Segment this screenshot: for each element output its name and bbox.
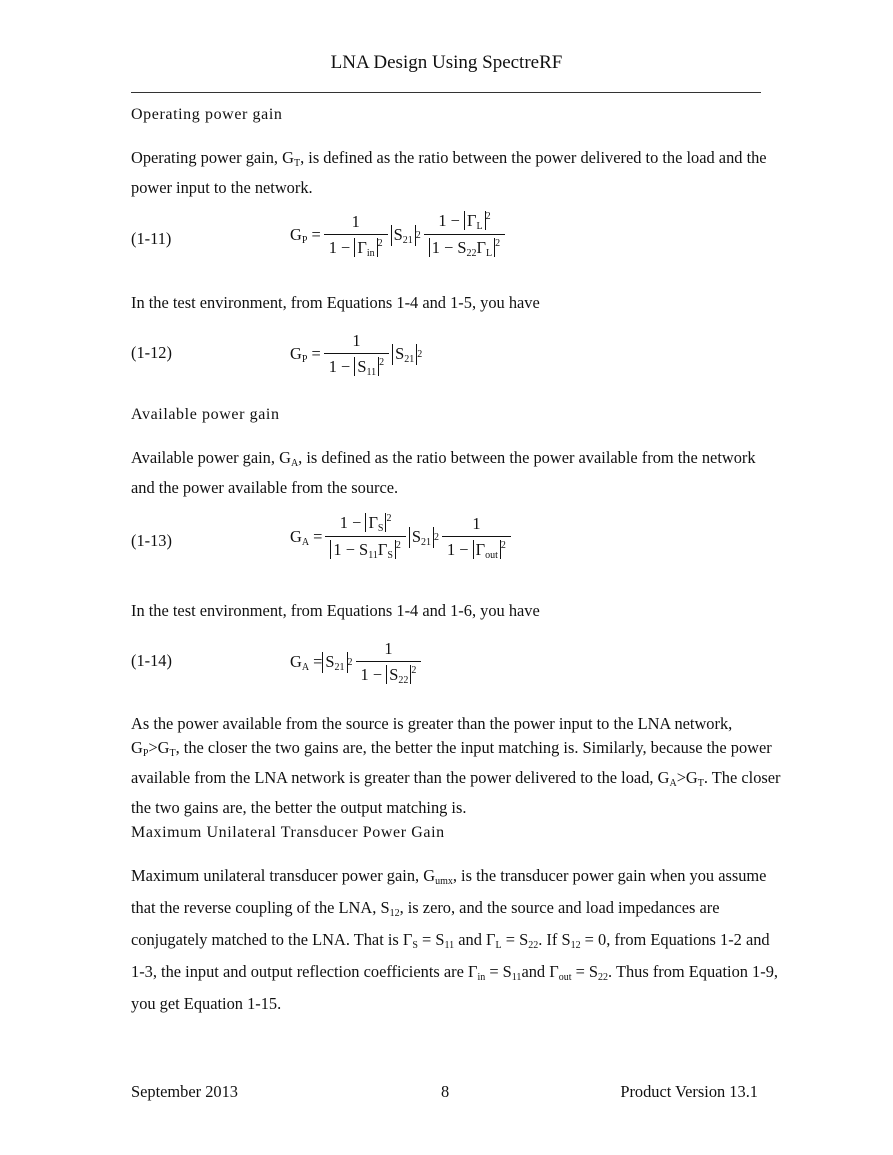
test-env-text-1: In the test environment, from Equations 1-4 and 1-5, you have (131, 293, 540, 312)
gp-gt-inequality: $G_P>G_T$ (131, 738, 176, 759)
heading-operating-power-gain: Operating power gain (131, 106, 283, 123)
test-env-text-2: In the test environment, from Equations 1-4 and 1-6, you have (131, 601, 540, 620)
equation-label-1-13: (1-13) (131, 531, 172, 550)
intro-text-b: , is defined as the ratio between the power delivered to the load and the power input to the network. (131, 148, 767, 197)
equation-1-11: $G_P$ = $\frac{1}{1 - \Gamma_{in}^2}$ $S_{21}$ 2 $\frac{1 - \Gamma_L^2}{1 - S_{22}\Gamma_L^2}$ (290, 211, 508, 259)
s12-symbol: $S_{12}$ (380, 898, 400, 919)
equation-label-1-11: (1-11) (131, 229, 172, 248)
gamma-out-equation: $\Gamma_{out} = S_{22}$ (549, 962, 609, 983)
gamma-s-equation: $\Gamma_S = S_{11}$ (402, 930, 455, 951)
gumx-symbol: $G_{umx}$ (423, 866, 453, 887)
footer-date: September 2013 (131, 1082, 238, 1101)
unilateral-gain-paragraph: Maximum unilateral transducer power gain, $G_{umx}$, is the transducer power gain when you assume that the reverse coupling of the LNA, $S_{12}$, is zero, and the source and load impedances are conjugately matched to the LNA. That is $\Gamma_S = S_{11}$ and $\Gamma_L = S_{22}$. If $S_{12} = 0$, from Equations 1-2 and 1-3, the input and output reflection coefficients are $\Gamma_{in} = S_{11}and$ $\Gamma_{out} = S_{22}$. Thus from Equation 1-9, you get Equation 1-15. (131, 866, 779, 1013)
gamma-l-equation: $\Gamma_L = S_{22}$ (486, 930, 539, 951)
gain-comparison-paragraph: As the power available from the source is greater than the power input to the LNA network, $G_P>G_T$, the closer the two gains are, the better the input matching is. Similarly, because the power available from the LNA network is greater than the power delivered to the load, $G_A>G_T$. The closer the two gains are, the better the output matching is. (131, 714, 781, 817)
equation-label-1-12: (1-12) (131, 343, 172, 362)
ga-gt-inequality: $G_A>G_T$ (657, 768, 704, 789)
equation-1-14: $G_A$ = $S_{21}$ 2 $\frac{1}{1 - S_{22}^2}$ (290, 639, 424, 686)
intro-text-a: Operating power gain, (131, 148, 279, 167)
footer-product-version: Product Version 13.1 (620, 1082, 758, 1101)
gamma-in-equation: $\Gamma_{in} = S_{11}$ (467, 962, 522, 983)
page-header-title: LNA Design Using SpectreRF (330, 52, 563, 73)
operating-gain-intro (131, 146, 781, 200)
available-gain-intro: Available power gain, $G_A$, is defined as the ratio between the power available from the network and the power available from the source. (131, 448, 756, 497)
s12-zero-equation: $S_{12} = 0$ (561, 930, 607, 951)
equation-label-1-14: (1-14) (131, 651, 172, 670)
footer-page-number: 8 (441, 1082, 450, 1101)
equation-1-12: $G_P$ = $\frac{1}{1 - S_{11}^2}$ $S_{21}$ 2 (290, 331, 423, 378)
heading-max-unilateral-gain: Maximum Unilateral Transducer Power Gain (131, 824, 445, 841)
equation-1-13: $G_A$ = $\frac{1 - \Gamma_S^2}{1 - S_{11}\Gamma_S^2}$ $S_{21}$ 2 $\frac{1}{1 - \Gamma_{out}^2}$ (290, 513, 514, 561)
header-rule (131, 92, 761, 93)
ga-symbol: $G_A$ (279, 448, 299, 469)
gt-symbol: $G_T$ (282, 148, 301, 169)
heading-available-power-gain: Available power gain (131, 406, 280, 423)
